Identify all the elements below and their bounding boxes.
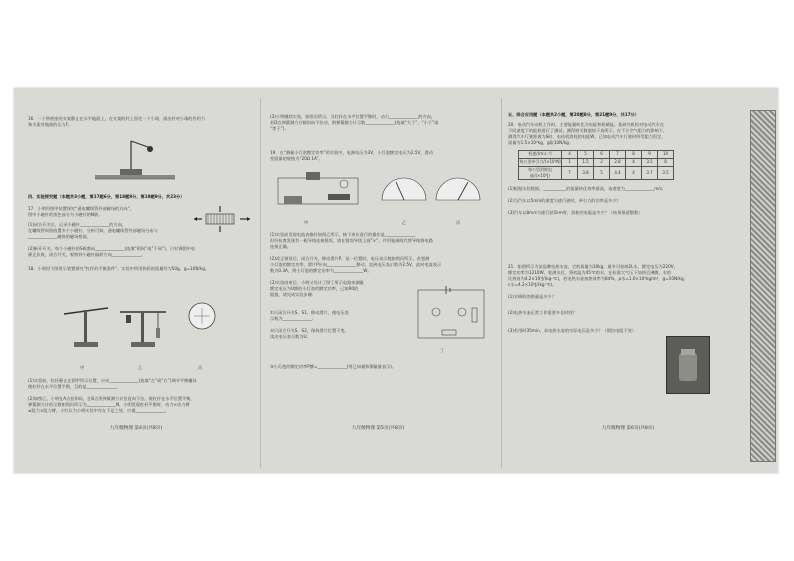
table-cell: 2.8 (610, 159, 626, 167)
table-cell: 每公里消耗电能/(×10⁵J) (519, 167, 562, 180)
table-cell: 1.5 (578, 159, 594, 167)
q18-part3-c: “等于”)。 (270, 126, 289, 131)
kettle-photo (666, 336, 710, 394)
q17-part1: (1)闭合开关后，记录小磁针______________的方向， (28, 222, 127, 227)
q17-part2: (2)断开开关，每个小磁针的S极都向______________(选填“相同”或“不同”)，只对调图中电 (28, 246, 196, 251)
exam-sheet (14, 88, 778, 473)
lever-figures (60, 288, 230, 358)
q19-part1-c: 连接正确。 (270, 244, 291, 249)
q19-part3: (3)实验结束后，小明又设计了图丁所示电路来测量 (270, 280, 364, 285)
q19-part2: (2)改正错误后，闭合开关，移动滑片P，某一位置时，电压表示数如图丙所示，若想测 (270, 256, 430, 261)
page-6-column (506, 88, 746, 473)
q19-part2-c: 数为0.3A，则小灯泡的额定功率为______________W。 (270, 268, 372, 273)
q19-step2: ②只闭合开关S、S2，保持滑片位置不变， (270, 328, 349, 333)
circuit-figures (272, 168, 492, 218)
table-cell: 4 (562, 151, 578, 159)
q19-part1-b: 但经检查发现有一根导线连接错误，请在错误导线上画“×”，并用笔画线代替导线将电路 (270, 238, 433, 243)
q21-part3: (3)若用时35min，求电热水壶的实际电压是多少？（假设电阻不变） (508, 328, 637, 333)
fig-label-yi: 乙 (138, 365, 143, 370)
q21-text-4: c水=4.2×10³J/(kg·℃)。 (508, 282, 557, 287)
stand-figure (90, 133, 180, 188)
q19-part3-c: 阻值，请完成实验步骤： (270, 292, 317, 297)
q16-text: 16．一个带底座的支架静止在水平地面上，在支架的杆上固定一个小球，画出杆对小球的作用力 (28, 116, 206, 121)
q19-text-2: 变阻器的规格为“20Ω 1A”。 (270, 156, 323, 161)
table-row (519, 159, 674, 167)
table-cell: 2 (594, 159, 610, 167)
q21-text-2: 额定功率为1210W，装满水后，将初温为45℃的水，在标准大气压下加热至沸腾，水的 (508, 270, 672, 275)
q17-part1-c: ______________磁体的磁场相似。 (28, 234, 91, 239)
kettle-icon (675, 347, 701, 385)
table-cell: 4 (626, 159, 642, 167)
q19-step1: ①只闭合开关S、S1，移动滑片，使电压表 (270, 310, 349, 315)
q20-text-4: 质量为1.5×10³kg，g取10N/kg。 (508, 140, 573, 145)
table-cell: 9 (642, 151, 658, 159)
column-divider-2 (501, 98, 502, 468)
section5-heading: 五、综合应用题（本题共2小题，第20题8分，第21题9分，共17分） (508, 112, 639, 117)
page-footer-5: 九年级物理 第5页(共8页) (352, 426, 405, 431)
q20-text-2: 不同速度下的能耗进行了测试，测得相关数据如下表所示。在不计空气阻力的影响下， (508, 128, 668, 133)
page-footer-6: 九年级物理 第6页(共8页) (602, 426, 655, 431)
table-cell: 10 (658, 151, 674, 159)
fig-label-jia-2: 甲 (304, 220, 309, 225)
table-cell: 3.5 (658, 167, 674, 180)
q21-text: 21．如图所示为某品牌电热水壶，它的质量为10kg，最多可容纳2L水，额定电压为220V， (508, 264, 678, 269)
q20-part2: (2)当汽车以5m/s的速度匀速行驶时，牵引力的功率是多少？ (508, 198, 621, 203)
q21-part1: (1)水吸收的热量是多少？ (508, 294, 556, 299)
table-cell: 3.8 (578, 167, 594, 180)
q19-part2-b: 小灯泡的额定功率，滑片P应向______________移动，直到电压表示数为2.5V，此时电流表示 (270, 262, 442, 267)
data-table (518, 150, 674, 180)
circuit-ding (412, 284, 492, 346)
solenoid-figure (192, 202, 254, 238)
q20-part1: (1)根据实验数据，___________的能量转化效率最高，该速度为______________m/s； (508, 186, 667, 191)
table-cell: 1 (562, 159, 578, 167)
q19-text: 19．在“测量小灯泡额定功率”的实验中，电源电压为3V，小灯泡额定电压为2.5V，滑动 (270, 150, 433, 155)
q18-text: 18．小明用下图所示装置探究“杠杆的平衡条件”，实验中所用钩码的质量均为50g，g=10N/kg。 (28, 266, 210, 271)
q19-step3: ③小灯泡的额定功率P额=______________(用已知量和测量量表示)。 (270, 364, 397, 369)
q17-part2-b: 源正负极，闭合开关，观察到小磁针偏转方向______________。 (28, 252, 146, 257)
table-cell: 5 (578, 151, 594, 159)
page-footer: 九年级物理 第4页(共8页) (110, 426, 163, 431)
table-cell: 机速/(m·s⁻¹) (519, 151, 562, 159)
q17-text: 17．小明用图甲装置探究“通电螺线管外部磁场的方向”， (28, 206, 134, 211)
table-cell: 4.4 (610, 167, 626, 180)
q18-part3-b: 若D点弹簧测力计倾斜向下拉动，则弹簧测力计示数______________(选填“大于”、“小于”或 (270, 120, 439, 125)
table-cell: 4 (626, 167, 642, 180)
fig-label-jia: 甲 (80, 365, 85, 370)
q20-text-3: 测得汽车行驶距离为S时，电动机消耗的电能W。已知电动汽车行驶时所受阻力恒定， (508, 134, 666, 139)
q20-part3: (3)汽车以8m/s匀速行驶1km时，消耗的电能是多少？（结果保留整数） (508, 210, 643, 215)
q19-part3-b: 额定电压为U额的小灯泡的额定功率，已知R0的 (270, 286, 359, 291)
q19-step2-b: 读出电压表示数为U； (270, 334, 311, 339)
column-divider (260, 98, 261, 468)
table-cell: 8 (658, 159, 674, 167)
table-cell: 每公里牵引力/(×10²N) (519, 159, 562, 167)
page-5-column (264, 88, 496, 473)
table-row (519, 151, 674, 159)
table-row (519, 167, 674, 180)
table-cell: 3.5 (642, 159, 658, 167)
table-cell: 7 (610, 151, 626, 159)
section4-heading: 四、实验探究题（本题共3小题，第17题6分，第18题8分，第19题9分，共23分） (28, 194, 185, 199)
q18-part2-c: ≠阻力×阻力臂，小红认为小明实验中存在不足之处，应做______________。 (28, 408, 170, 413)
q21-part2: (2)电热水壶正常工作需要多长时间？ (508, 310, 577, 315)
fig-label-yi-2: 乙 (402, 220, 407, 225)
table-cell: 5 (594, 167, 610, 180)
q19-part1: (1)实验前发现电流表指针如图乙所示，接下来应进行的操作是______________， (270, 232, 419, 237)
fig-label-bing-2: 丙 (456, 220, 461, 225)
q18-part1-b: 使杠杆在水平位置平衡，目的是______________。 (28, 384, 121, 389)
q18-part2: (2)如图乙，小明在A点挂钩码，在B点用弹簧测力计竖直向下拉，使杠杆在水平位置平衡， (28, 396, 195, 401)
decorative-border (750, 110, 776, 462)
q19-step1-b: 示数为______________； (270, 316, 317, 321)
table-cell: 3.7 (642, 167, 658, 180)
q20-text: 20．电动汽车动机工作时，主要能量转化为电能和机械能。某研究机构对电动汽车在 (508, 122, 665, 127)
table-cell: 8 (626, 151, 642, 159)
fig-label-bing: 丙 (198, 365, 203, 370)
q17-text-2: 图中小磁针的黑色部分为小磁针的N极。 (28, 212, 103, 217)
q17-part1-b: 在螺线管周围放置多个小磁针，分析可知，通电螺线管外部磁场分布与 (28, 228, 158, 233)
q18-part1: (1)实验前，杠杆静止在图甲所示位置，应向______________(选填“左”或“右”)调节平衡螺母 (28, 378, 197, 383)
fig-label-ding: 丁 (440, 348, 445, 353)
table-cell: 6 (594, 151, 610, 159)
q18-part3: (3)小明继续实验，如图丙所示，当杠杆在水平位置平衡时，动力______________的方向， (270, 114, 436, 119)
page-4-column (20, 88, 256, 473)
q16-text-2: 和支架对地面的压力F。 (28, 122, 73, 127)
q18-part2-b: 弹簧测力计的示数如图丙所示为______________N，小明发现杠杆平衡时，动力×动力臂 (28, 402, 190, 407)
table-cell: 7 (562, 167, 578, 180)
q21-text-3: 比热容为4.2×10³J/(kg·℃)，若电热水壶加热效率为84%，ρ水=1.0×10³kg/m³，g=10N/kg， (508, 276, 688, 281)
